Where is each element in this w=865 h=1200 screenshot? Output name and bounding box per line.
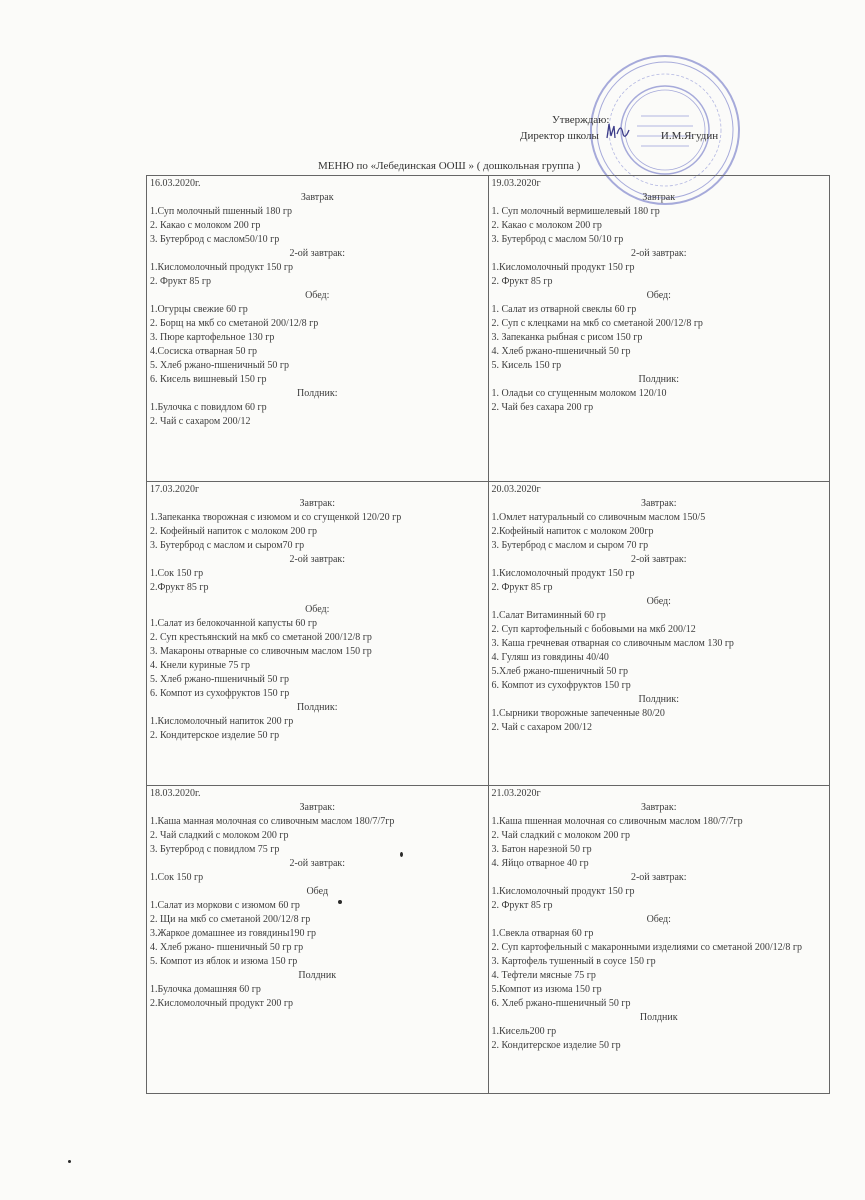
menu-item: 1. Суп молочный вермишелевый 180 гр [491,206,660,217]
menu-item: 3. Батон нарезной 50 гр [491,844,592,855]
scan-speck [338,900,342,904]
menu-item: 3. Бутерброд с маслом 50/10 гр [491,234,624,245]
menu-item: 6. Компот из сухофруктов 150 гр [491,680,631,691]
menu-item: 2. Фрукт 85 гр [150,276,211,287]
menu-item: 5.Хлеб ржано-пшеничный 50 гр [491,666,629,677]
meal-title: Завтрак: [299,498,335,509]
menu-item: 3. Макароны отварные со сливочным маслом 150 гр [150,646,372,657]
menu-item: 2. Чай без сахара 200 гр [491,402,594,413]
day-cell [147,482,489,786]
meal-title: Полдник: [296,388,338,399]
menu-item: 1.Кисломолочный напиток 200 гр [150,716,294,727]
menu-table [146,175,830,1094]
meal-title: Завтрак: [641,802,677,813]
meal-title: Обед: [646,290,671,301]
menu-item: 1.Салат из белокочанной капусты 60 гр [150,618,318,629]
menu-item: 2. Чай сладкий с молоком 200 гр [150,830,289,841]
menu-item: 1.Запеканка творожная с изюмом и со сгущенкой 120/20 гр [150,512,402,523]
day-cell [488,176,830,482]
menu-item: 5. Компот из яблок и изюма 150 гр [150,956,298,967]
menu-item: 1.Омлет натуральный со сливочным маслом 150/5 [491,512,706,523]
meal-title: Завтрак: [641,498,677,509]
day-cell [147,176,489,482]
menu-item: 2. Фрукт 85 гр [491,276,553,287]
director-position: Директор школы [520,130,599,142]
menu-item: 4.Сосиска отварная 50 гр [150,346,258,357]
menu-item: 1.Салат Витаминный 60 гр [491,610,606,621]
menu-item: 4. Кнели куриные 75 гр [150,660,250,671]
meal-title: Полдник: [638,694,679,705]
meal-title: 2-ой завтрак: [289,248,346,259]
menu-item: 6. Хлеб ржано-пшеничный 50 гр [491,998,631,1009]
day-date: 17.03.2020г [150,484,200,495]
menu-item: 1.Суп молочный пшенный 180 гр [150,206,293,217]
menu-item: 3. Бутерброд с маслом и сыром 70 гр [491,540,649,551]
meal-title: Обед: [646,596,671,607]
menu-item: 1. Салат из отварной свеклы 60 гр [491,304,637,315]
day-date: 19.03.2020г [491,178,541,189]
meal-title: Полдник [639,1012,678,1023]
day-date: 20.03.2020г [491,484,541,495]
day-date: 16.03.2020г. [150,178,201,189]
menu-item: 2. Кондитерское изделие 50 гр [491,1040,621,1051]
menu-item: 1.Кисломолочный продукт 150 гр [491,262,635,273]
menu-item: 1.Кисломолочный продукт 150 гр [491,886,635,897]
menu-item: 4. Яйцо отварное 40 гр [491,858,589,869]
menu-item: 2.Фрукт 85 гр [150,582,209,593]
menu-item: 1.Кисломолочный продукт 150 гр [150,262,293,273]
meal-title: Обед: [305,290,330,301]
menu-item: 2. Фрукт 85 гр [491,900,553,911]
menu-item: 2. Фрукт 85 гр [491,582,553,593]
director-name: И.М.Ягудин [660,130,719,142]
menu-item: 3. Бутерброд с маслом50/10 гр [150,234,280,245]
meal-title: 2-ой завтрак: [289,858,346,869]
page-title: МЕНЮ по «Лебединская ООШ » ( дошкольная группа ) [318,160,581,172]
menu-item: 5. Хлеб ржано-пшеничный 50 гр [150,360,290,371]
menu-item: 4. Гуляш из говядины 40/40 [491,652,609,663]
scan-speck [400,852,403,857]
menu-item: 1.Булочка домашняя 60 гр [150,984,261,995]
meal-title: Обед: [646,914,671,925]
meal-title: 2-ой завтрак: [630,248,687,259]
approved-label: Утверждаю: [552,114,610,126]
menu-item: 4. Хлеб ржано-пшеничный 50 гр [491,346,631,357]
menu-item: 1.Сырники творожные запеченные 80/20 [491,708,665,719]
meal-title: Полдник [298,970,337,981]
menu-item: 2. Какао с молоком 200 гр [491,220,602,231]
meal-title: Полдник: [638,374,679,385]
approval-block [520,112,820,144]
menu-item: 3. Бутерброд с маслом и сыром70 гр [150,540,305,551]
scan-speck [68,1160,71,1163]
menu-item: 6. Кисель вишневый 150 гр [150,374,267,385]
menu-item: 2. Кофейный напиток с молоком 200 гр [150,526,318,537]
meal-title: Обед [306,886,329,897]
menu-item: 2.Кофейный напиток с молоком 200гр [491,526,654,537]
menu-item: 3. Пюре картофельное 130 гр [150,332,275,343]
menu-item: 2. Суп крестьянский на мкб со сметаной 200/12/8 гр [150,632,372,643]
menu-item: 2.Кисломолочный продукт 200 гр [150,998,293,1009]
menu-item: 1.Кисломолочный продукт 150 гр [491,568,635,579]
meal-title: Обед: [305,604,330,615]
menu-item: 1.Сок 150 гр [150,568,204,579]
menu-item: 6. Компот из сухофруктов 150 гр [150,688,290,699]
menu-item: 5. Кисель 150 гр [491,360,562,371]
day-date: 21.03.2020г [491,788,541,799]
meal-title: 2-ой завтрак: [630,872,687,883]
menu-item: 2. Суп картофельный с бобовыми на мкб 200/12 [491,624,696,635]
menu-item: 1.Свекла отварная 60 гр [491,928,594,939]
menu-item: 2. Борщ на мкб со сметаной 200/12/8 гр [150,318,319,329]
spacer [150,595,485,603]
menu-item: 1. Оладьи со сгущенным молоком 120/10 [491,388,667,399]
menu-item: 3. Запеканка рыбная с рисом 150 гр [491,332,643,343]
menu-item: 4. Хлеб ржано- пшеничный 50 гр гр [150,942,304,953]
meal-title: 2-ой завтрак: [630,554,687,565]
menu-item: 2. Чай с сахаром 200/12 [491,722,592,733]
menu-item: 2. Какао с молоком 200 гр [150,220,261,231]
signature [599,130,661,144]
menu-item: 4. Тефтели мясные 75 гр [491,970,596,981]
menu-item: 1.Каша манная молочная со сливочным маслом 180/7/7гр [150,816,395,827]
menu-item: 3. Картофель тушенный в соусе 150 гр [491,956,656,967]
meal-title: 2-ой завтрак: [289,554,346,565]
menu-item: 1.Салат из моркови с изюмом 60 гр [150,900,300,911]
menu-item: 5.Компот из изюма 150 гр [491,984,602,995]
menu-item: 1.Огурцы свежие 60 гр [150,304,248,315]
menu-item: 1.Сок 150 гр [150,872,204,883]
menu-item: 2. Щи на мкб со сметаной 200/12/8 гр [150,914,311,925]
menu-item: 2. Кондитерское изделие 50 гр [150,730,280,741]
day-cell [488,482,830,786]
menu-item: 3. Каша гречневая отварная со сливочным маслом 130 гр [491,638,734,649]
day-cell [147,786,489,1094]
menu-item: 3.Жаркое домашнее из говядины190 гр [150,928,317,939]
day-cell [488,786,830,1094]
day-date: 18.03.2020г. [150,788,201,799]
meal-title: Полдник: [296,702,338,713]
menu-item: 2. Чай с сахаром 200/12 [150,416,251,427]
menu-item: 3. Бутерброд с повидлом 75 гр [150,844,280,855]
menu-item: 2. Чай сладкий с молоком 200 гр [491,830,631,841]
menu-item: 2. Суп картофельный с макаронными изделиями со сметаной 200/12/8 гр [491,942,803,953]
meal-title: Завтрак [300,192,334,203]
menu-item: 1.Каша пшенная молочная со сливочным маслом 180/7/7гр [491,816,743,827]
menu-item: 1.Кисель200 гр [491,1026,557,1037]
meal-title: Завтрак: [299,802,335,813]
menu-item: 5. Хлеб ржано-пшеничный 50 гр [150,674,290,685]
menu-item: 1.Булочка с повидлом 60 гр [150,402,267,413]
meal-title: Завтрак [642,192,676,203]
menu-item: 2. Суп с клецками на мкб со сметаной 200/12/8 гр [491,318,703,329]
